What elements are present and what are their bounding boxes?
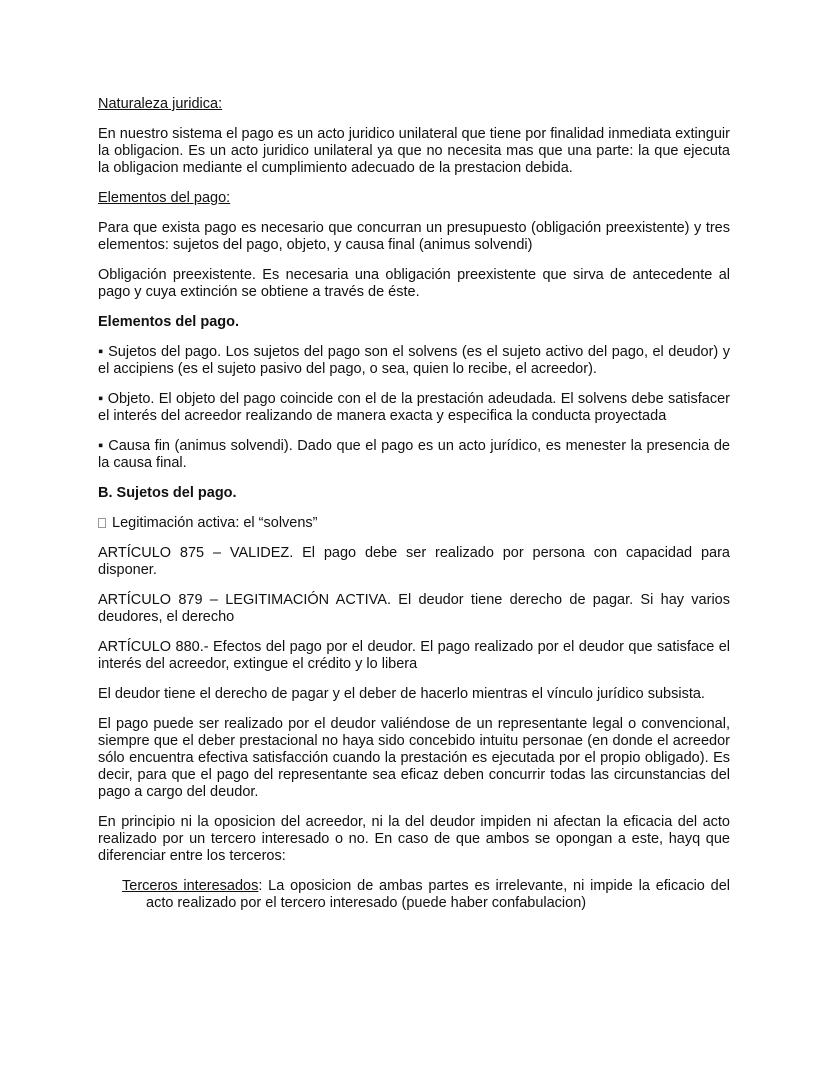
paragraph-naturaleza: En nuestro sistema el pago es un acto juridico unilateral que tiene por finalidad inmediata extinguir la obligacion. Es un acto juridico unilateral ya que no necesita mas que una parte: la que ejecuta la obligacion mediante el cumplimiento adecuado de la prestacion debida. <box>98 126 730 176</box>
paragraph-elementos: Para que exista pago es necesario que concurran un presupuesto (obligación preexistente) y tres elementos: sujetos del pago, objeto, y causa final (animus solvendi) <box>98 220 730 253</box>
paragraph-terceros-interesados <box>122 878 730 912</box>
empty-box-glyph-icon <box>98 518 106 528</box>
terceros-interesados-label: Terceros interesados <box>122 878 259 894</box>
bullet-causa-fin: ▪ Causa fin (animus solvendi). Dado que el pago es un acto jurídico, es menester la presencia de la causa final. <box>98 438 730 471</box>
paragraph-articulo-879: ARTÍCULO 879 – LEGITIMACIÓN ACTIVA. El deudor tiene derecho de pagar. Si hay varios deudores, el derecho <box>98 592 730 625</box>
paragraph-legitimacion-activa <box>98 515 730 532</box>
heading-b-sujetos-del-pago: B. Sujetos del pago. <box>98 485 237 501</box>
paragraph-deudor-derecho: El deudor tiene el derecho de pagar y el deber de hacerlo mientras el vínculo jurídico subsista. <box>98 686 705 702</box>
paragraph-articulo-880: ARTÍCULO 880.- Efectos del pago por el deudor. El pago realizado por el deudor que satisface el interés del acreedor, extingue el crédito y lo libera <box>98 639 730 672</box>
heading-elementos-del-pago: Elementos del pago: <box>98 190 231 206</box>
bullet-objeto: ▪ Objeto. El objeto del pago coincide con el de la prestación adeudada. El solvens debe satisfacer el interés del acreedor realizando de manera exacta y especifica la conducta proyectada <box>98 391 730 424</box>
paragraph-en-principio: En principio ni la oposicion del acreedor, ni la del deudor impiden ni afectan la eficacia del acto realizado por un tercero interesado o no. En caso de que ambos se opongan a este, hayq que diferenciar entre los terceros: <box>98 814 730 864</box>
terceros-interesados-text: : La oposicion de ambas partes es irrelevante, ni impide la eficacio del acto realizado por el tercero interesado (puede haber confabulacion) <box>146 878 731 911</box>
legitimacion-text: Legitimación activa: el “solvens” <box>112 515 318 531</box>
paragraph-representante: El pago puede ser realizado por el deudor valiéndose de un representante legal o convencional, siempre que el deber prestacional no haya sido concebido intuitu personae (en donde el acreedor sólo encuentra efectiva satisfacción cuando la prestación es ejecutada por el propio obligado). Es decir, para que el pago del representante sea eficaz deben concurrir todas las circunstancias del pago a cargo del deudor. <box>98 716 730 800</box>
paragraph-obligacion-preexistente: Obligación preexistente. Es necesaria una obligación preexistente que sirva de antecedente al pago y cuya extinción se obtiene a través de éste. <box>98 267 730 300</box>
bullet-sujetos-del-pago: ▪ Sujetos del pago. Los sujetos del pago son el solvens (es el sujeto activo del pago, el deudor) y el accipiens (es el sujeto pasivo del pago, o sea, quien lo recibe, el acreedor). <box>98 344 730 377</box>
heading-naturaleza-juridica: Naturaleza juridica: <box>98 96 223 112</box>
paragraph-articulo-875: ARTÍCULO 875 – VALIDEZ. El pago debe ser realizado por persona con capacidad para disponer. <box>98 545 730 578</box>
heading-elementos-del-pago-bold: Elementos del pago. <box>98 314 239 330</box>
